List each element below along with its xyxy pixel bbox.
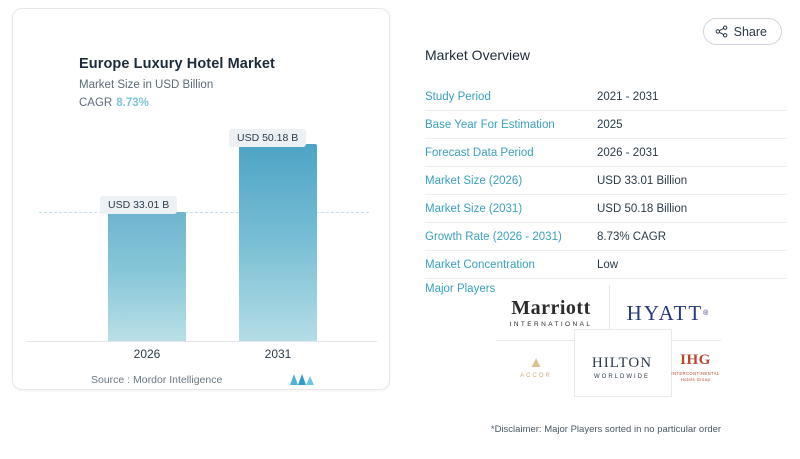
row-key: Market Concentration — [425, 258, 535, 271]
row-key: Growth Rate (2026 - 2031) — [425, 230, 562, 243]
row-value: 8.73% CAGR — [597, 230, 667, 243]
row-value: 2026 - 2031 — [597, 146, 659, 159]
logo-hyatt — [614, 293, 721, 333]
overview-title: Market Overview — [425, 47, 531, 63]
accor-mark-icon: ▲ — [528, 354, 544, 371]
x-axis-line — [27, 341, 377, 342]
table-row — [425, 167, 787, 195]
logo-marriott-sub: INTERNATIONAL — [509, 321, 593, 328]
logo-ihg-sub: INTERCONTINENTAL Hotels Group — [671, 371, 720, 382]
bar-plot-area — [27, 119, 377, 341]
row-value: USD 50.18 Billion — [597, 202, 688, 215]
chart-subtitle: Market Size in USD Billion — [79, 79, 214, 91]
overview-table — [425, 83, 787, 279]
bar-2026 — [108, 212, 186, 341]
major-players-logos — [496, 285, 721, 395]
share-button[interactable] — [703, 18, 782, 45]
registered-mark-icon: ® — [703, 309, 709, 317]
row-key: Forecast Data Period — [425, 146, 534, 159]
reference-dashed-line — [39, 212, 369, 213]
row-value: 2025 — [597, 118, 623, 131]
cagr-value: 8.73% — [116, 97, 149, 109]
mordor-intelligence-logo-icon — [289, 371, 315, 387]
row-key: Market Size (2031) — [425, 202, 523, 215]
table-row — [425, 223, 787, 251]
row-value: USD 33.01 Billion — [597, 174, 688, 187]
logo-accor-name: ACCOR — [520, 373, 552, 379]
source-text — [91, 374, 222, 386]
logo-hyatt-name: HYATT — [626, 300, 704, 325]
row-key: Study Period — [425, 90, 491, 103]
chart-title: Europe Luxury Hotel Market — [79, 56, 275, 72]
table-row — [425, 139, 787, 167]
row-value: 2021 - 2031 — [597, 90, 659, 103]
table-row — [425, 251, 787, 279]
logo-ihg — [670, 347, 721, 387]
logo-hilton-sub: WORLDWIDE — [594, 373, 650, 380]
share-icon — [715, 25, 728, 38]
row-value: Low — [597, 258, 619, 271]
bar-label-2026: USD 33.01 B — [100, 196, 177, 214]
row-key: Market Size (2026) — [425, 174, 523, 187]
source-label: Source : — [91, 374, 131, 386]
logo-ihg-name: IHG — [680, 352, 711, 369]
row-key: Base Year For Estimation — [425, 118, 555, 131]
table-row — [425, 195, 787, 223]
source-name: Mordor Intelligence — [133, 374, 223, 386]
logo-hilton — [574, 345, 670, 389]
bar-label-2031: USD 50.18 B — [229, 129, 306, 147]
disclaimer-text: *Disclaimer: Major Players sorted in no particular order — [490, 424, 722, 435]
chart-card — [12, 8, 390, 390]
share-button-label: Share — [733, 24, 767, 39]
x-tick-2031: 2031 — [264, 347, 292, 361]
cagr-row — [79, 97, 149, 109]
bar-2031 — [239, 144, 317, 341]
major-players-label: Major Players — [425, 283, 496, 295]
table-row — [425, 111, 787, 139]
x-tick-2026: 2026 — [133, 347, 161, 361]
logo-hilton-name: HILTON — [591, 354, 653, 371]
logo-marriott-name: Marriott — [511, 297, 591, 319]
logo-accor — [496, 347, 576, 387]
table-row — [425, 83, 787, 111]
cagr-label: CAGR — [79, 97, 113, 109]
